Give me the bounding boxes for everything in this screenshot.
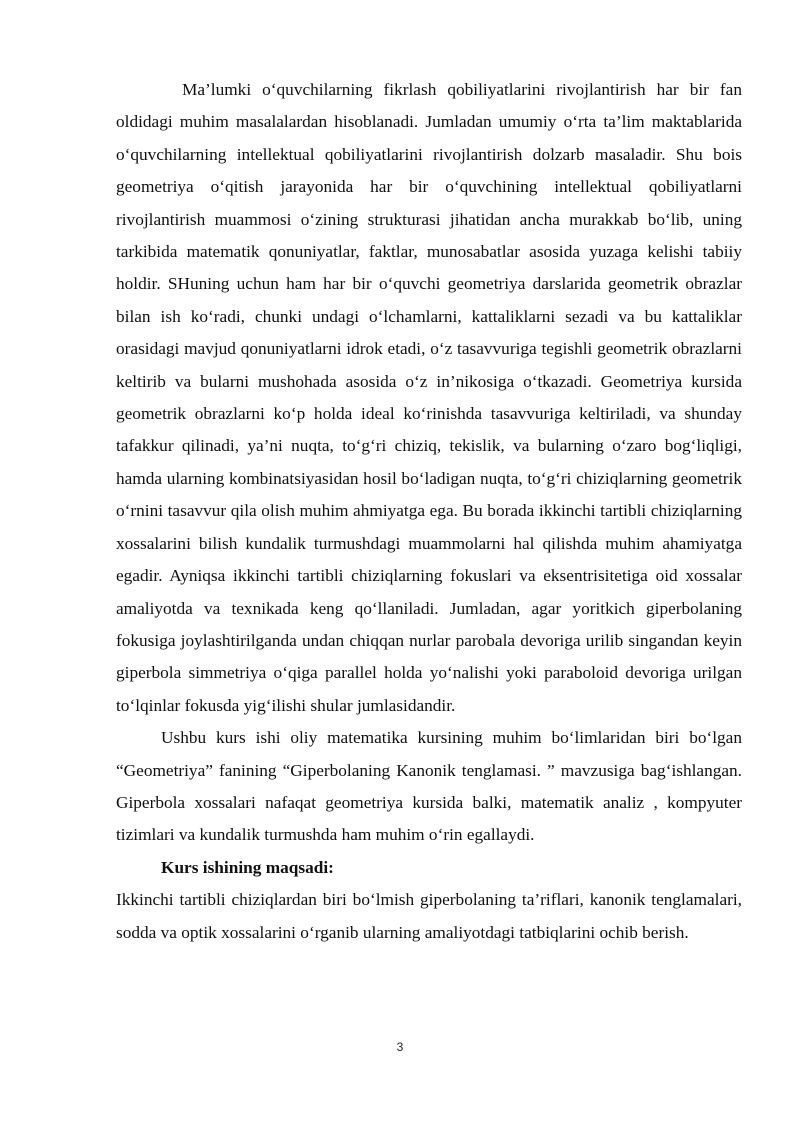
intro-paragraph: Ma’lumki o‘quvchilarning fikrlash qobiliyatlarini rivojlantirish har bir fan oldidagi muhim masalalardan hisoblanadi. Jumladan umumiy o‘rta ta’lim maktablarida o‘quvchilarning intellektual qobiliyatlarini rivojlantirish dolzarb masaladir. Shu bois geometriya o‘qitish jarayonida har bir o‘quvchining intellektual qobiliyatlarni rivojlantirish muammosi o‘zining strukturasi jihatidan ancha murakkab bo‘lib, uning tarkibida matematik qonuniyatlar, faktlar, munosabatlar asosida yuzaga kelishi tabiiy holdir. SHuning uchun ham har bir o‘quvchi geometriya darslarida geometrik obrazlar bilan ish ko‘radi, chunki undagi o‘lchamlarni, kattaliklarni sezadi va bu kattaliklar orasidagi mavjud qonuniyatlarni idrok etadi, o‘z tasavvuriga tegishli geometrik obrazlarni keltirib va bularni mushohada asosida o‘z in’nikosiga o‘tkazadi. Geometriya kursida geometrik obrazlarni ko‘p holda ideal ko‘rinishda tasavvuriga keltiriladi, va shunday tafakkur qilinadi, ya’ni nuqta, to‘g‘ri chiziq, tekislik, va bularning o‘zaro bog‘liqligi, hamda ularning kombinatsiyasidan hosil bo‘ladigan nuqta, to‘g‘ri chiziqlarning geometrik o‘rnini tasavvur qila olish muhim ahmiyatga ega. Bu borada ikkinchi tartibli chiziqlarning xossalarini bilish kundalik turmushdagi muammolarni hal qilishda muhim ahamiyatga egadir. Ayniqsa ikkinchi tartibli chiziqlarning fokuslari va eksentrisitetiga oid xossalar amaliyotda va texnikada keng qo‘llaniladi. Jumladan, agar yoritkich giperbolaning fokusiga joylashtirilganda undan chiqqan nurlar parobala devoriga urilib singandan keyin giperbola simmetriya o‘qiga parallel holda yo‘nalishi yoki paraboloid devoriga urilgan to‘lqinlar fokusda yig‘ilishi shular jumlasidandir. (116, 80, 742, 715)
goal-paragraph: Ikkinchi tartibli chiziqlardan biri bo‘lmish giperbolaning ta’riflari, kanonik tenglamalari, sodda va optik xossalarini o‘rganib ularning amaliyotdagi tatbiqlarini ochib berish. (116, 890, 742, 942)
body-text (116, 74, 742, 949)
goal-heading: Kurs ishining maqsadi: (161, 857, 334, 877)
course-paragraph: Ushbu kurs ishi oliy matematika kursining muhim bo‘limlaridan biri bo‘lgan “Geometriya” fanining “Giperbolaning Kanonik tenglamasi. ” mavzusiga bag‘ishlangan. Giperbola xossalari nafaqat geometriya kursida balki, matematik analiz , kompyuter tizimlari va kundalik turmushda ham muhim o‘rin egallaydi. (116, 728, 742, 845)
page-number: 3 (396, 1040, 404, 1054)
